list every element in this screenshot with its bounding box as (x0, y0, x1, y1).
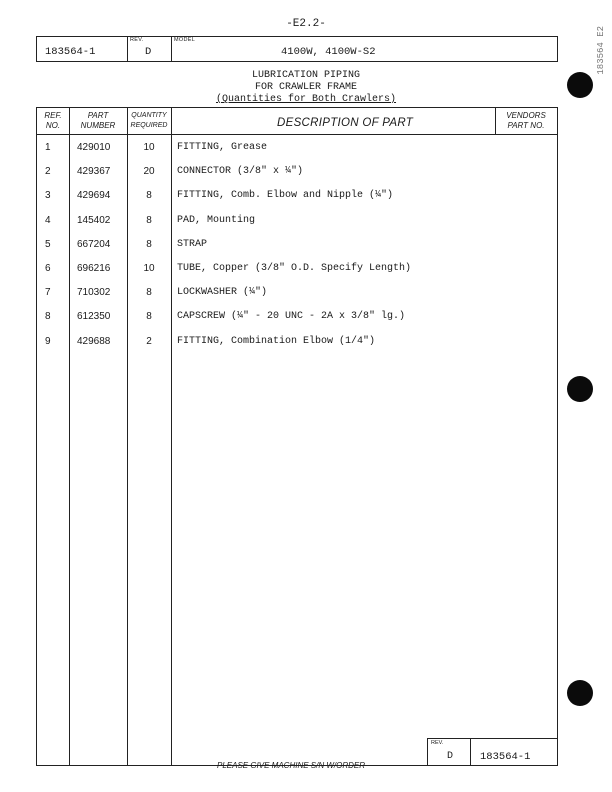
quantity-cell: 2 (146, 335, 152, 347)
part-number-cell: 429010 (77, 142, 111, 153)
part-number-cell: 612350 (77, 311, 111, 323)
punch-hole (567, 680, 593, 706)
footer-rule-right (367, 765, 411, 766)
description-cell: CAPSCREW (¼" - 20 UNC - 2A x 3/8" lg.) (177, 311, 406, 323)
header-quantity: QUANTITY REQUIRED (130, 112, 168, 129)
description-cell: FITTING, Grease (177, 142, 268, 153)
page-number: -E2.2- (286, 18, 326, 30)
header-part-number: PART NUMBER (80, 111, 116, 130)
table-row (37, 239, 557, 263)
quantity-cell: 20 (143, 166, 155, 178)
quantity-cell: 8 (146, 238, 152, 250)
description-cell: PAD, Mounting (177, 214, 256, 226)
title-line-1: LUBRICATION PIPING (251, 70, 361, 81)
part-number-cell: 710302 (77, 287, 111, 299)
ref-no-cell: 1 (45, 142, 51, 153)
rev-cell (127, 37, 172, 61)
footer-rev-value: D (447, 751, 454, 762)
quantity-cell: 10 (143, 263, 155, 274)
part-number-cell: 145402 (77, 214, 111, 226)
doc-number-cell (37, 37, 128, 61)
table-row (37, 287, 557, 311)
footer (0, 761, 612, 770)
title-line-3: (Quantities for Both Crawlers) (215, 94, 397, 105)
table-row (37, 142, 557, 166)
quantity-cell: 8 (146, 190, 152, 202)
model-label: MODEL (174, 37, 196, 43)
punch-hole (567, 72, 593, 98)
title-line-2: FOR CRAWLER FRAME (254, 82, 358, 93)
ref-no-cell: 8 (45, 311, 51, 323)
model-value: 4100W, 4100W-S2 (281, 46, 376, 58)
table-row (37, 311, 557, 335)
ref-no-cell: 4 (45, 214, 51, 226)
footer-rev-label: REV. (431, 740, 444, 746)
header-rule (37, 134, 557, 135)
header-info-box (36, 36, 558, 62)
table-row (37, 166, 557, 190)
ref-no-cell: 5 (45, 238, 51, 250)
footer-text: PLEASE GIVE MACHINE S/N W/ORDER (216, 761, 366, 770)
description-cell: TUBE, Copper (3/8" O.D. Specify Length) (177, 263, 412, 274)
header-description: DESCRIPTION OF PART (277, 117, 414, 129)
quantity-cell: 10 (143, 142, 155, 153)
footer-doc-number: 183564-1 (480, 751, 531, 763)
table-row (37, 336, 557, 360)
rev-value: D (145, 46, 152, 58)
parts-table (36, 107, 558, 766)
part-number-cell: 429694 (77, 190, 111, 202)
quantity-cell: 8 (146, 214, 152, 226)
ref-no-cell: 6 (45, 263, 51, 274)
description-cell: CONNECTOR (3/8" x ¼") (177, 166, 304, 178)
header-vendors-part: VENDORS PART NO. (506, 111, 546, 130)
description-cell: STRAP (177, 238, 208, 250)
quantity-cell: 8 (146, 311, 152, 323)
title-block (0, 70, 612, 106)
model-cell (171, 37, 557, 61)
part-number-cell: 429367 (77, 166, 111, 178)
quantity-cell: 8 (146, 287, 152, 299)
doc-number: 183564-1 (45, 46, 96, 58)
header-ref-no: REF. NO. (44, 111, 62, 130)
footer-rule-left (201, 765, 215, 766)
part-number-cell: 429688 (77, 335, 111, 347)
description-cell: FITTING, Combination Elbow (1/4") (177, 335, 376, 347)
ref-no-cell: 3 (45, 190, 51, 202)
ref-no-cell: 7 (45, 287, 51, 299)
ref-no-cell: 2 (45, 166, 51, 178)
description-cell: LOCKWASHER (¼") (177, 287, 268, 299)
table-row (37, 263, 557, 287)
punch-hole (567, 376, 593, 402)
table-row (37, 215, 557, 239)
ref-no-cell: 9 (45, 335, 51, 347)
description-cell: FITTING, Comb. Elbow and Nipple (¼") (177, 190, 394, 202)
table-row (37, 190, 557, 214)
part-number-cell: 667204 (77, 238, 111, 250)
rev-label: REV. (130, 37, 144, 43)
side-stamp: 183564 E2 (596, 26, 606, 75)
part-number-cell: 696216 (77, 263, 111, 274)
